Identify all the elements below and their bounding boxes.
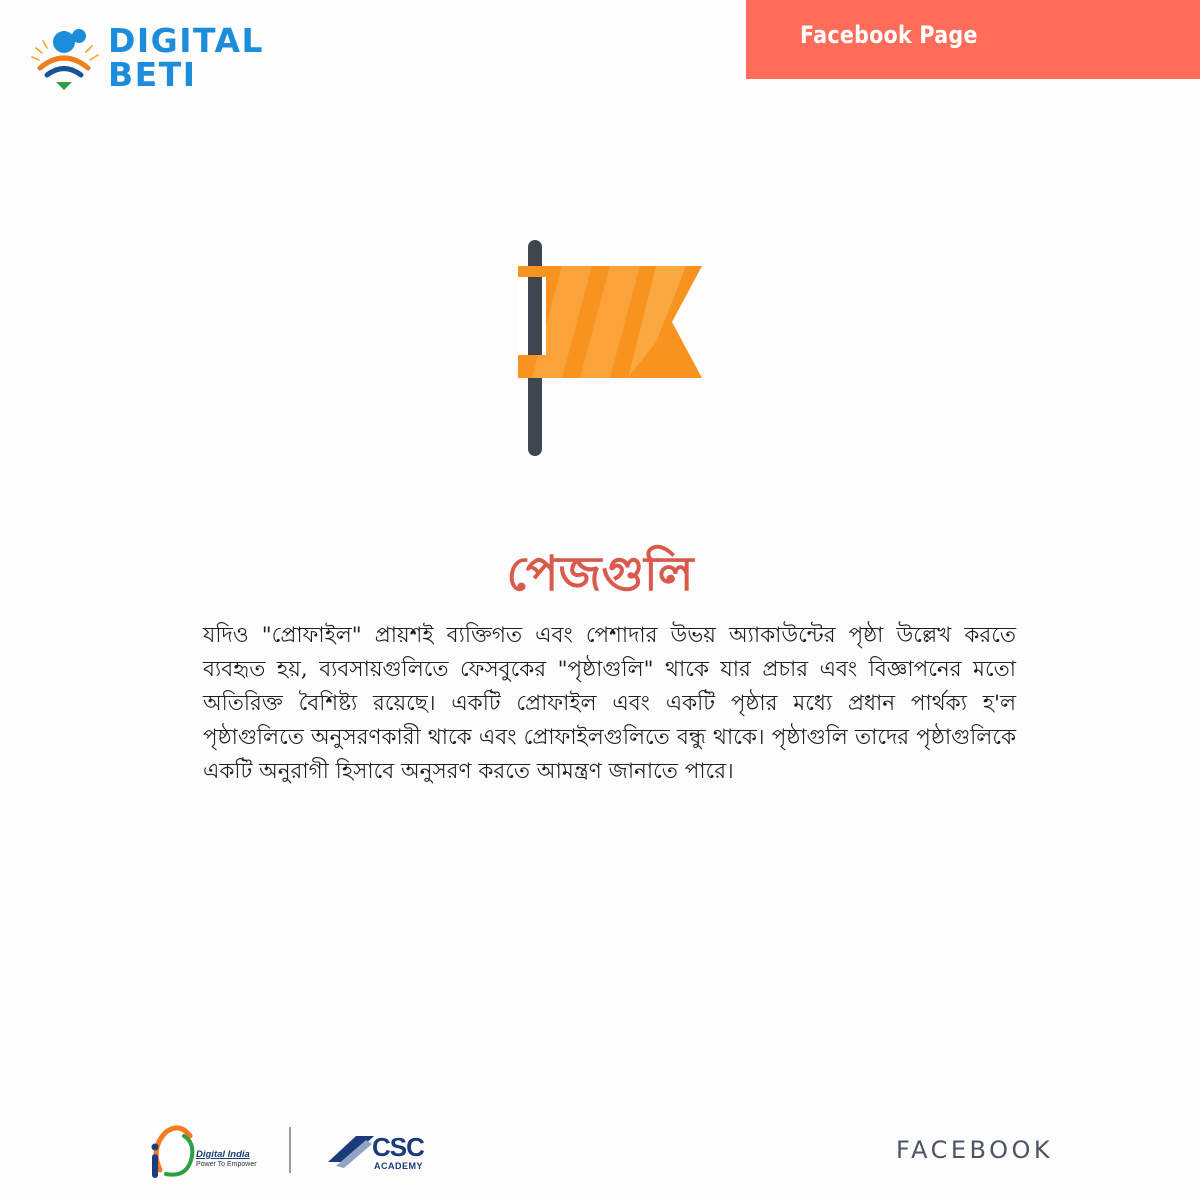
footer-divider: [289, 1127, 291, 1173]
digital-beti-logo: [28, 22, 268, 96]
facebook-pages-flag-icon: [500, 232, 730, 458]
brand-line-1: DIGITAL: [108, 21, 265, 60]
brand-line-2: BETI: [108, 55, 197, 94]
topic-tag: [746, 0, 1200, 79]
description-paragraph: যদিও "প্রোফাইল" প্রায়শই ব্যক্তিগত এবং পেশাদার উভয় অ্যাকাউন্টের পৃষ্ঠা উল্লেখ করতে ব্যবহৃত হয়, ব্যবসায়গুলিতে ফেসবুকের "পৃষ্ঠাগুলি" থাকে যার প্রচার এবং বিজ্ঞাপনের মতো অতিরিক্ত বৈশিষ্ট্য রয়েছে। একটি প্রোফাইল এবং একটি পৃষ্ঠার মধ্যে প্রধান পার্থক্য হ'ল পৃষ্ঠাগুলিতে অনুসরণকারী থাকে এবং প্রোফাইলগুলিতে বন্ধু থাকে। পৃষ্ঠাগুলি তাদের পৃষ্ঠাগুলিকে একটি অনুরাগী হিসাবে অনুসরণ করতে আমন্ত্রণ জানাতে পারে।: [203, 623, 1016, 784]
digital-india-tagline: Power To Empower: [196, 1161, 257, 1168]
csc-academy-label: ACADEMY: [374, 1161, 424, 1171]
csc-letters: CSC: [372, 1132, 424, 1162]
page-title: পেজগুলি: [506, 546, 694, 602]
brand-wordmark: [108, 21, 265, 94]
platform-wordmark: FACEBOOK: [896, 1136, 1054, 1164]
topic-tag-label: Facebook Page: [800, 21, 978, 49]
digital-beti-emblem-icon: [28, 24, 104, 94]
digital-india-name: Digital India: [196, 1149, 250, 1160]
